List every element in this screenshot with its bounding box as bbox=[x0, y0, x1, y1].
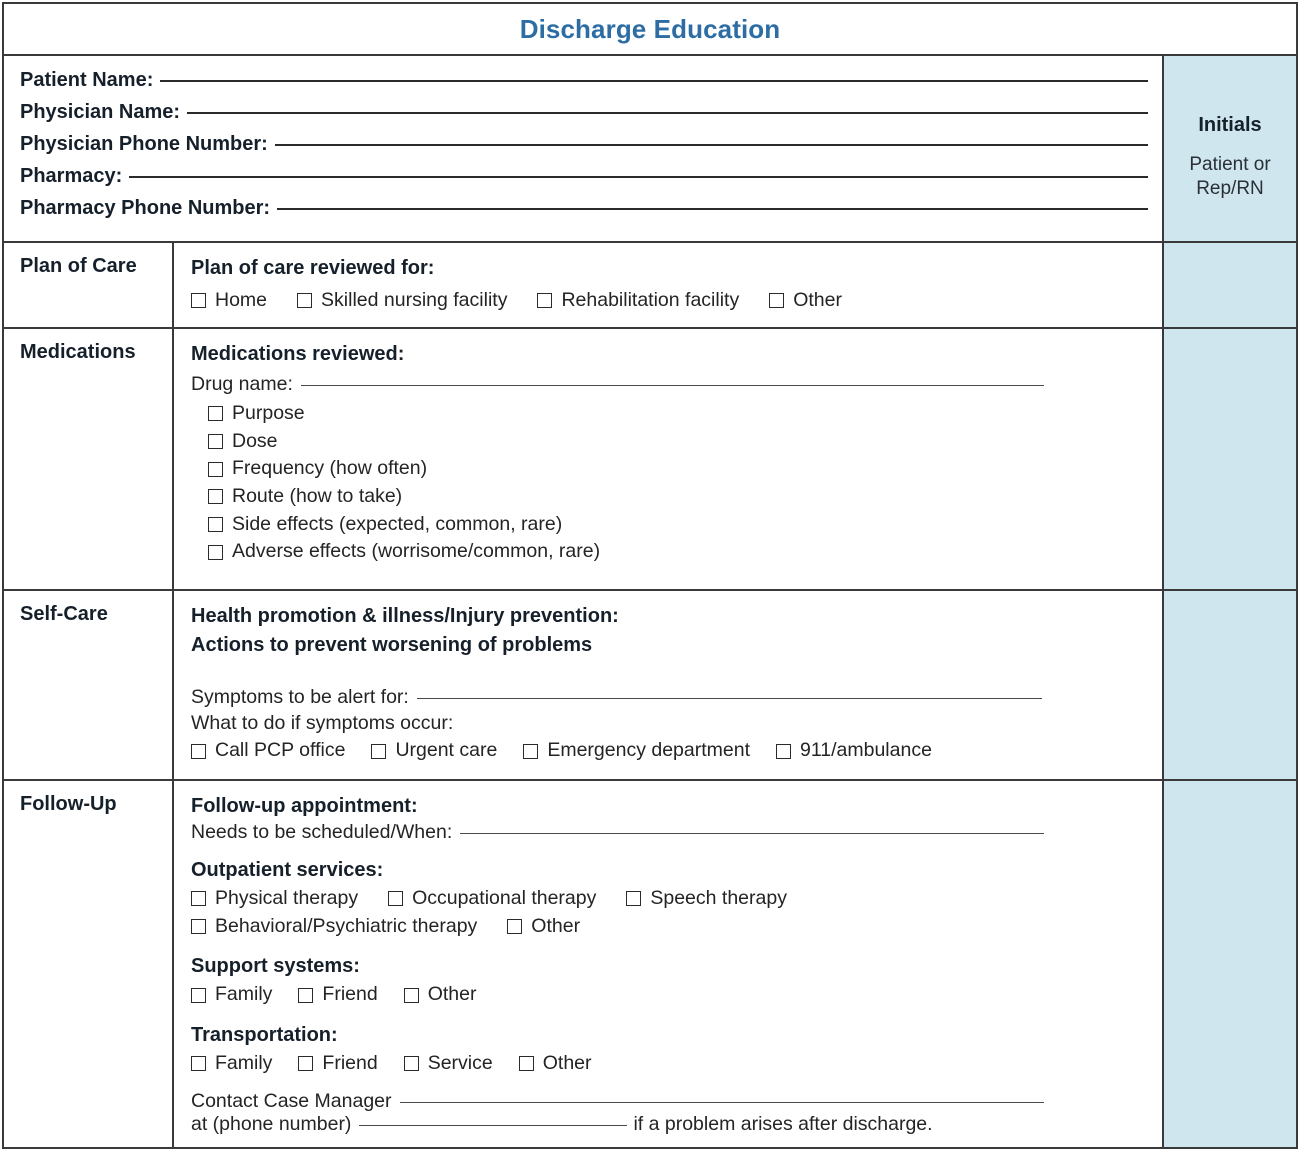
case-manager-label: Contact Case Manager bbox=[191, 1089, 392, 1112]
symptoms-input[interactable] bbox=[417, 698, 1042, 699]
case-manager-phone-input[interactable] bbox=[359, 1125, 627, 1126]
checkbox-icon[interactable] bbox=[208, 462, 223, 477]
case-manager-row bbox=[191, 1090, 1146, 1113]
option-label: Urgent care bbox=[395, 739, 498, 762]
field-label: Pharmacy: bbox=[20, 165, 123, 187]
section-body-plan-of-care bbox=[174, 243, 1162, 327]
support-systems-options bbox=[191, 981, 1146, 1009]
field-label: Pharmacy Phone Number: bbox=[20, 197, 271, 219]
option-label: Purpose bbox=[232, 402, 305, 424]
section-label-medications: Medications bbox=[4, 329, 174, 589]
field-label: Physician Phone Number: bbox=[20, 133, 268, 155]
checkbox-icon[interactable] bbox=[388, 891, 403, 906]
section-label-self-care: Self-Care bbox=[4, 591, 174, 779]
case-manager-input[interactable] bbox=[400, 1102, 1044, 1103]
checkbox-icon[interactable] bbox=[537, 293, 552, 308]
initials-header bbox=[1164, 56, 1296, 243]
field-label: Patient Name: bbox=[20, 69, 154, 91]
medication-option-frequency bbox=[191, 455, 1146, 483]
initials-column bbox=[1162, 56, 1296, 1147]
self-care-heading-line1: Health promotion & illness/Injury prevention: bbox=[191, 605, 619, 627]
section-follow-up bbox=[4, 781, 1162, 1147]
physician-name-input[interactable] bbox=[187, 112, 1148, 114]
scheduled-label: Needs to be scheduled/When: bbox=[191, 821, 453, 843]
section-body-self-care bbox=[174, 591, 1162, 779]
option-label: Service bbox=[427, 1052, 493, 1075]
pharmacy-input[interactable] bbox=[129, 176, 1148, 178]
option-label: Call PCP office bbox=[215, 739, 346, 762]
field-physician-phone bbox=[20, 133, 1148, 165]
section-label-plan-of-care: Plan of Care bbox=[4, 243, 174, 327]
option-label: Adverse effects (worrisome/common, rare) bbox=[232, 540, 601, 563]
outpatient-services-heading: Outpatient services: bbox=[191, 859, 384, 881]
what-to-do-label: What to do if symptoms occur: bbox=[191, 712, 454, 734]
initials-subheading-line1: Patient or bbox=[1189, 154, 1271, 176]
scheduled-input[interactable] bbox=[460, 833, 1044, 834]
checkbox-icon[interactable] bbox=[298, 988, 313, 1003]
section-body-follow-up bbox=[174, 781, 1162, 1147]
checkbox-icon[interactable] bbox=[208, 434, 223, 449]
initials-subheading-line2: Rep/RN bbox=[1196, 178, 1264, 199]
section-self-care bbox=[4, 591, 1162, 781]
option-label: Skilled nursing facility bbox=[321, 289, 508, 311]
checkbox-icon[interactable] bbox=[208, 517, 223, 532]
checkbox-icon[interactable] bbox=[523, 744, 538, 759]
physician-phone-input[interactable] bbox=[275, 144, 1148, 146]
form-table bbox=[2, 2, 1298, 1149]
checkbox-icon[interactable] bbox=[626, 891, 641, 906]
phone-label: at (phone number) bbox=[191, 1112, 352, 1135]
drug-name-row bbox=[191, 373, 1146, 396]
field-patient-name bbox=[20, 69, 1148, 101]
option-label: Physical therapy bbox=[215, 887, 359, 909]
option-label: Speech therapy bbox=[650, 887, 787, 909]
checkbox-icon[interactable] bbox=[191, 919, 206, 934]
section-label-follow-up: Follow-Up bbox=[4, 781, 174, 1147]
self-care-options bbox=[191, 737, 1146, 765]
medication-option-route bbox=[191, 483, 1146, 511]
phone-tail-text: if a problem arises after discharge. bbox=[633, 1112, 933, 1135]
form-main-column bbox=[4, 56, 1162, 1147]
option-label: Other bbox=[531, 914, 581, 937]
symptoms-label: Symptoms to be alert for: bbox=[191, 686, 409, 708]
option-label: Home bbox=[215, 289, 268, 311]
field-pharmacy-phone bbox=[20, 197, 1148, 229]
option-label: Frequency (how often) bbox=[232, 457, 428, 480]
support-systems-heading: Support systems: bbox=[191, 955, 360, 978]
plan-of-care-heading: Plan of care reviewed for: bbox=[191, 257, 435, 279]
option-label: Behavioral/Psychiatric therapy bbox=[215, 914, 478, 937]
initials-cell-self-care[interactable] bbox=[1164, 591, 1296, 781]
medication-option-adverse-effects bbox=[191, 538, 1146, 566]
checkbox-icon[interactable] bbox=[208, 406, 223, 421]
medication-option-side-effects bbox=[191, 511, 1146, 539]
medications-heading: Medications reviewed: bbox=[191, 343, 405, 365]
checkbox-icon[interactable] bbox=[191, 988, 206, 1003]
field-physician-name bbox=[20, 101, 1148, 133]
checkbox-icon[interactable] bbox=[191, 744, 206, 759]
option-label: 911/ambulance bbox=[800, 739, 932, 762]
option-label: Rehabilitation facility bbox=[561, 289, 740, 311]
drug-name-label: Drug name: bbox=[191, 373, 293, 395]
form-title-bar bbox=[4, 4, 1296, 56]
transportation-heading: Transportation: bbox=[191, 1024, 338, 1047]
option-label: Route (how to take) bbox=[232, 485, 403, 508]
case-manager-phone-row bbox=[191, 1113, 1146, 1136]
section-plan-of-care bbox=[4, 243, 1162, 329]
field-label: Physician Name: bbox=[20, 101, 181, 123]
checkbox-icon[interactable] bbox=[769, 293, 784, 308]
scheduled-row bbox=[191, 821, 1146, 844]
checkbox-icon[interactable] bbox=[298, 1056, 313, 1071]
plan-of-care-options bbox=[191, 287, 1146, 315]
initials-cell-plan-of-care[interactable] bbox=[1164, 243, 1296, 329]
form-body bbox=[4, 56, 1296, 1147]
symptoms-row bbox=[191, 686, 1146, 709]
transportation-options bbox=[191, 1050, 1146, 1078]
follow-up-appointment-heading: Follow-up appointment: bbox=[191, 795, 418, 817]
medication-option-dose bbox=[191, 428, 1146, 456]
checkbox-icon[interactable] bbox=[208, 545, 223, 560]
medication-option-purpose bbox=[191, 400, 1146, 428]
checkbox-icon[interactable] bbox=[776, 744, 791, 759]
checkbox-icon[interactable] bbox=[507, 919, 522, 934]
option-label: Family bbox=[215, 983, 273, 1006]
checkbox-icon[interactable] bbox=[208, 489, 223, 504]
checkbox-icon[interactable] bbox=[371, 744, 386, 759]
self-care-heading-line2: Actions to prevent worsening of problems bbox=[191, 634, 593, 656]
option-label: Side effects (expected, common, rare) bbox=[232, 512, 563, 535]
checkbox-icon[interactable] bbox=[404, 1056, 419, 1071]
page-title: Discharge Education bbox=[519, 13, 781, 44]
option-label: Emergency department bbox=[547, 739, 751, 762]
option-label: Friend bbox=[322, 983, 378, 1006]
option-label: Occupational therapy bbox=[412, 887, 597, 909]
drug-name-input[interactable] bbox=[301, 385, 1044, 386]
patient-info-block bbox=[4, 56, 1162, 243]
initials-cell-follow-up[interactable] bbox=[1164, 781, 1296, 1147]
checkbox-icon[interactable] bbox=[519, 1056, 534, 1071]
pharmacy-phone-input[interactable] bbox=[277, 208, 1148, 210]
option-label: Other bbox=[793, 289, 842, 311]
section-body-medications bbox=[174, 329, 1162, 589]
option-label: Family bbox=[215, 1052, 273, 1075]
checkbox-icon[interactable] bbox=[191, 891, 206, 906]
outpatient-options-row-1 bbox=[191, 885, 1146, 913]
option-label: Friend bbox=[322, 1052, 378, 1075]
checkbox-icon[interactable] bbox=[191, 1056, 206, 1071]
outpatient-options-row-2 bbox=[191, 913, 1146, 941]
initials-cell-medications[interactable] bbox=[1164, 329, 1296, 591]
field-pharmacy bbox=[20, 165, 1148, 197]
option-label: Other bbox=[542, 1052, 592, 1075]
option-label: Other bbox=[427, 983, 477, 1006]
checkbox-icon[interactable] bbox=[404, 988, 419, 1003]
patient-name-input[interactable] bbox=[160, 80, 1148, 82]
checkbox-icon[interactable] bbox=[297, 293, 312, 308]
checkbox-icon[interactable] bbox=[191, 293, 206, 308]
section-medications bbox=[4, 329, 1162, 591]
initials-heading: Initials bbox=[1198, 114, 1262, 137]
option-label: Dose bbox=[232, 429, 278, 452]
